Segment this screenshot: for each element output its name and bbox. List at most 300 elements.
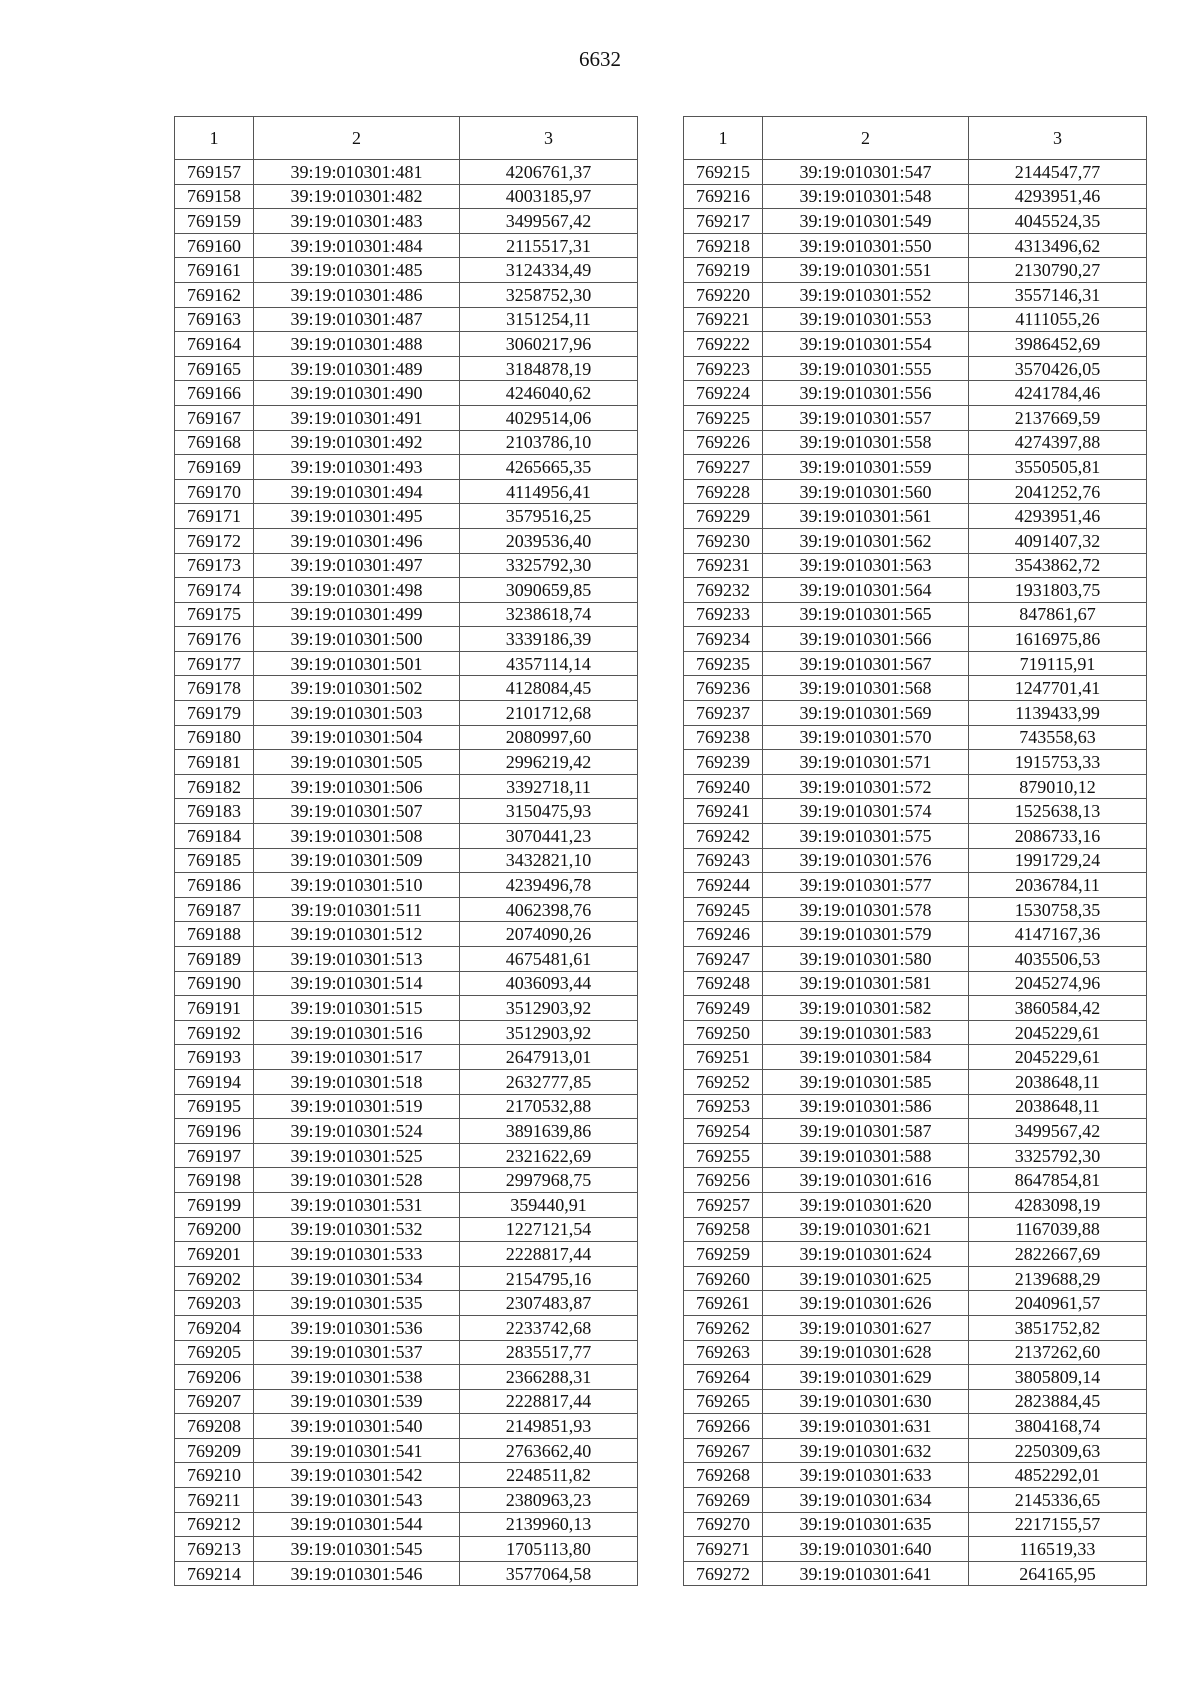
table-row: [684, 627, 1147, 652]
cadastral-number-cell: 39:19:010301:635: [763, 1512, 969, 1537]
row-number-cell: 769232: [684, 578, 763, 603]
row-number-cell: 769167: [175, 405, 254, 430]
value-cell: 4274397,88: [969, 430, 1147, 455]
value-cell: 4147167,36: [969, 922, 1147, 947]
value-cell: 1931803,75: [969, 578, 1147, 603]
table-row: [175, 799, 638, 824]
row-number-cell: 769257: [684, 1192, 763, 1217]
value-cell: 1525638,13: [969, 799, 1147, 824]
value-cell: 2101712,68: [460, 701, 638, 726]
table-row: [684, 381, 1147, 406]
row-number-cell: 769174: [175, 578, 254, 603]
table-row: [175, 356, 638, 381]
cadastral-number-cell: 39:19:010301:542: [254, 1463, 460, 1488]
row-number-cell: 769254: [684, 1119, 763, 1144]
row-number-cell: 769185: [175, 848, 254, 873]
cadastral-number-cell: 39:19:010301:501: [254, 651, 460, 676]
table-row: [175, 1045, 638, 1070]
value-cell: 1991729,24: [969, 848, 1147, 873]
cadastral-number-cell: 39:19:010301:567: [763, 651, 969, 676]
row-number-cell: 769215: [684, 160, 763, 185]
cadastral-number-cell: 39:19:010301:484: [254, 233, 460, 258]
row-number-cell: 769233: [684, 602, 763, 627]
value-cell: 3579516,25: [460, 504, 638, 529]
cadastral-number-cell: 39:19:010301:500: [254, 627, 460, 652]
table-row: [684, 676, 1147, 701]
row-number-cell: 769256: [684, 1168, 763, 1193]
value-cell: 4241784,46: [969, 381, 1147, 406]
cadastral-number-cell: 39:19:010301:545: [254, 1537, 460, 1562]
value-cell: 3891639,86: [460, 1119, 638, 1144]
row-number-cell: 769168: [175, 430, 254, 455]
table-row: [684, 479, 1147, 504]
row-number-cell: 769268: [684, 1463, 763, 1488]
row-number-cell: 769267: [684, 1438, 763, 1463]
row-number-cell: 769173: [175, 553, 254, 578]
value-cell: 2145336,65: [969, 1488, 1147, 1513]
table-row: [175, 1463, 638, 1488]
table-row: [684, 528, 1147, 553]
row-number-cell: 769193: [175, 1045, 254, 1070]
table-row: [684, 455, 1147, 480]
value-cell: 3570426,05: [969, 356, 1147, 381]
row-number-cell: 769200: [175, 1217, 254, 1242]
row-number-cell: 769192: [175, 1020, 254, 1045]
table-row: [684, 184, 1147, 209]
row-number-cell: 769234: [684, 627, 763, 652]
row-number-cell: 769202: [175, 1266, 254, 1291]
row-number-cell: 769240: [684, 774, 763, 799]
table-row: [175, 1315, 638, 1340]
table-row: [684, 602, 1147, 627]
row-number-cell: 769172: [175, 528, 254, 553]
cadastral-number-cell: 39:19:010301:561: [763, 504, 969, 529]
value-cell: 3499567,42: [969, 1119, 1147, 1144]
value-cell: 4283098,19: [969, 1192, 1147, 1217]
column-header-1: 1: [684, 117, 763, 160]
table-row: [684, 873, 1147, 898]
row-number-cell: 769194: [175, 1069, 254, 1094]
value-cell: 116519,33: [969, 1537, 1147, 1562]
table-row: [684, 1561, 1147, 1586]
table-row: [175, 1192, 638, 1217]
table-row: [684, 1537, 1147, 1562]
value-cell: 2154795,16: [460, 1266, 638, 1291]
row-number-cell: 769165: [175, 356, 254, 381]
row-number-cell: 769261: [684, 1291, 763, 1316]
value-cell: 3804168,74: [969, 1414, 1147, 1439]
value-cell: 2217155,57: [969, 1512, 1147, 1537]
cadastral-number-cell: 39:19:010301:483: [254, 209, 460, 234]
value-cell: 3499567,42: [460, 209, 638, 234]
row-number-cell: 769212: [175, 1512, 254, 1537]
value-cell: 4293951,46: [969, 184, 1147, 209]
cadastral-number-cell: 39:19:010301:629: [763, 1365, 969, 1390]
value-cell: 4206761,37: [460, 160, 638, 185]
value-cell: 3325792,30: [460, 553, 638, 578]
cadastral-number-cell: 39:19:010301:577: [763, 873, 969, 898]
table-row: [175, 479, 638, 504]
row-number-cell: 769196: [175, 1119, 254, 1144]
value-cell: 2137669,59: [969, 405, 1147, 430]
row-number-cell: 769245: [684, 897, 763, 922]
value-cell: 3070441,23: [460, 824, 638, 849]
cadastral-number-cell: 39:19:010301:503: [254, 701, 460, 726]
row-number-cell: 769255: [684, 1143, 763, 1168]
cadastral-number-cell: 39:19:010301:568: [763, 676, 969, 701]
value-cell: 3550505,81: [969, 455, 1147, 480]
row-number-cell: 769252: [684, 1069, 763, 1094]
value-cell: 743558,63: [969, 725, 1147, 750]
table-row: [175, 184, 638, 209]
cadastral-number-cell: 39:19:010301:620: [763, 1192, 969, 1217]
cadastral-number-cell: 39:19:010301:505: [254, 750, 460, 775]
row-number-cell: 769217: [684, 209, 763, 234]
row-number-cell: 769197: [175, 1143, 254, 1168]
cadastral-number-cell: 39:19:010301:575: [763, 824, 969, 849]
value-cell: 719115,91: [969, 651, 1147, 676]
value-cell: 4265665,35: [460, 455, 638, 480]
table-row: [175, 897, 638, 922]
cadastral-number-cell: 39:19:010301:481: [254, 160, 460, 185]
table-row: [684, 1414, 1147, 1439]
row-number-cell: 769163: [175, 307, 254, 332]
table-row: [175, 627, 638, 652]
value-cell: 359440,91: [460, 1192, 638, 1217]
table-row: [175, 1266, 638, 1291]
table-row: [684, 430, 1147, 455]
table-row: [175, 1217, 638, 1242]
row-number-cell: 769213: [175, 1537, 254, 1562]
row-number-cell: 769186: [175, 873, 254, 898]
row-number-cell: 769221: [684, 307, 763, 332]
cadastral-number-cell: 39:19:010301:491: [254, 405, 460, 430]
table-row: [684, 307, 1147, 332]
cadastral-number-cell: 39:19:010301:506: [254, 774, 460, 799]
table-row: [175, 258, 638, 283]
value-cell: 3860584,42: [969, 996, 1147, 1021]
table-row: [175, 824, 638, 849]
row-number-cell: 769162: [175, 282, 254, 307]
value-cell: 2321622,69: [460, 1143, 638, 1168]
cadastral-number-cell: 39:19:010301:534: [254, 1266, 460, 1291]
row-number-cell: 769218: [684, 233, 763, 258]
cadastral-number-cell: 39:19:010301:616: [763, 1168, 969, 1193]
cadastral-number-cell: 39:19:010301:539: [254, 1389, 460, 1414]
row-number-cell: 769237: [684, 701, 763, 726]
table-row: [684, 725, 1147, 750]
value-cell: 2086733,16: [969, 824, 1147, 849]
row-number-cell: 769171: [175, 504, 254, 529]
row-number-cell: 769259: [684, 1242, 763, 1267]
value-cell: 3150475,93: [460, 799, 638, 824]
value-cell: 4675481,61: [460, 947, 638, 972]
row-number-cell: 769198: [175, 1168, 254, 1193]
table-row: [175, 209, 638, 234]
cadastral-number-cell: 39:19:010301:553: [763, 307, 969, 332]
table-row: [175, 1069, 638, 1094]
cadastral-number-cell: 39:19:010301:537: [254, 1340, 460, 1365]
table-row: [175, 1512, 638, 1537]
value-cell: 3851752,82: [969, 1315, 1147, 1340]
value-cell: 2115517,31: [460, 233, 638, 258]
value-cell: 3151254,11: [460, 307, 638, 332]
value-cell: 2228817,44: [460, 1242, 638, 1267]
row-number-cell: 769238: [684, 725, 763, 750]
cadastral-number-cell: 39:19:010301:621: [763, 1217, 969, 1242]
table-row: [684, 1389, 1147, 1414]
table-row: [175, 1537, 638, 1562]
cadastral-number-cell: 39:19:010301:562: [763, 528, 969, 553]
row-number-cell: 769166: [175, 381, 254, 406]
cadastral-number-cell: 39:19:010301:488: [254, 332, 460, 357]
cadastral-number-cell: 39:19:010301:580: [763, 947, 969, 972]
table-row: [175, 1414, 638, 1439]
row-number-cell: 769207: [175, 1389, 254, 1414]
value-cell: 2632777,85: [460, 1069, 638, 1094]
row-number-cell: 769258: [684, 1217, 763, 1242]
cadastral-number-cell: 39:19:010301:630: [763, 1389, 969, 1414]
cadastral-number-cell: 39:19:010301:498: [254, 578, 460, 603]
cadastral-number-cell: 39:19:010301:512: [254, 922, 460, 947]
table-row: [175, 750, 638, 775]
value-cell: 3805809,14: [969, 1365, 1147, 1390]
cadastral-number-cell: 39:19:010301:628: [763, 1340, 969, 1365]
value-cell: 1227121,54: [460, 1217, 638, 1242]
value-cell: 3060217,96: [460, 332, 638, 357]
cadastral-number-cell: 39:19:010301:585: [763, 1069, 969, 1094]
value-cell: 4036093,44: [460, 971, 638, 996]
table-row: [684, 504, 1147, 529]
table-row: [175, 701, 638, 726]
table-row: [684, 1291, 1147, 1316]
value-cell: 2307483,87: [460, 1291, 638, 1316]
cadastral-number-cell: 39:19:010301:509: [254, 848, 460, 873]
value-cell: 4313496,62: [969, 233, 1147, 258]
cadastral-number-cell: 39:19:010301:525: [254, 1143, 460, 1168]
value-cell: 4246040,62: [460, 381, 638, 406]
value-cell: 4114956,41: [460, 479, 638, 504]
table-row: [684, 1119, 1147, 1144]
value-cell: 2763662,40: [460, 1438, 638, 1463]
table-row: [175, 578, 638, 603]
value-cell: 2144547,77: [969, 160, 1147, 185]
row-number-cell: 769243: [684, 848, 763, 873]
row-number-cell: 769208: [175, 1414, 254, 1439]
table-row: [684, 553, 1147, 578]
row-number-cell: 769161: [175, 258, 254, 283]
value-cell: 4293951,46: [969, 504, 1147, 529]
value-cell: 2074090,26: [460, 922, 638, 947]
cadastral-number-cell: 39:19:010301:584: [763, 1045, 969, 1070]
table-row: [175, 1389, 638, 1414]
table-row: [684, 1020, 1147, 1045]
table-row: [684, 922, 1147, 947]
table-row: [684, 799, 1147, 824]
cadastral-number-cell: 39:19:010301:513: [254, 947, 460, 972]
table-row: [684, 1094, 1147, 1119]
row-number-cell: 769262: [684, 1315, 763, 1340]
value-cell: 2149851,93: [460, 1414, 638, 1439]
cadastral-number-cell: 39:19:010301:640: [763, 1537, 969, 1562]
table-row: [175, 307, 638, 332]
cadastral-number-cell: 39:19:010301:546: [254, 1561, 460, 1586]
row-number-cell: 769158: [175, 184, 254, 209]
value-cell: 4357114,14: [460, 651, 638, 676]
table-row: [684, 947, 1147, 972]
cadastral-number-cell: 39:19:010301:555: [763, 356, 969, 381]
row-number-cell: 769246: [684, 922, 763, 947]
row-number-cell: 769229: [684, 504, 763, 529]
value-cell: 4091407,32: [969, 528, 1147, 553]
row-number-cell: 769209: [175, 1438, 254, 1463]
cadastral-number-cell: 39:19:010301:563: [763, 553, 969, 578]
value-cell: 2647913,01: [460, 1045, 638, 1070]
table-row: [684, 1168, 1147, 1193]
cadastral-number-cell: 39:19:010301:497: [254, 553, 460, 578]
cadastral-number-cell: 39:19:010301:587: [763, 1119, 969, 1144]
value-cell: 3986452,69: [969, 332, 1147, 357]
cadastral-number-cell: 39:19:010301:516: [254, 1020, 460, 1045]
table-row: [684, 897, 1147, 922]
table-row: [684, 1069, 1147, 1094]
cadastral-number-cell: 39:19:010301:536: [254, 1315, 460, 1340]
table-row: [175, 922, 638, 947]
value-cell: 2233742,68: [460, 1315, 638, 1340]
cadastral-number-cell: 39:19:010301:489: [254, 356, 460, 381]
cadastral-number-cell: 39:19:010301:579: [763, 922, 969, 947]
table-row: [175, 282, 638, 307]
row-number-cell: 769226: [684, 430, 763, 455]
table-row: [684, 848, 1147, 873]
row-number-cell: 769187: [175, 897, 254, 922]
cadastral-number-cell: 39:19:010301:624: [763, 1242, 969, 1267]
row-number-cell: 769178: [175, 676, 254, 701]
cadastral-number-cell: 39:19:010301:547: [763, 160, 969, 185]
table-row: [175, 947, 638, 972]
row-number-cell: 769249: [684, 996, 763, 1021]
table-row: [175, 504, 638, 529]
table-row: [684, 1217, 1147, 1242]
table-row: [175, 1365, 638, 1390]
value-cell: 2039536,40: [460, 528, 638, 553]
table-row: [175, 1561, 638, 1586]
table-row: [684, 996, 1147, 1021]
table-row: [684, 356, 1147, 381]
cadastral-number-cell: 39:19:010301:559: [763, 455, 969, 480]
row-number-cell: 769175: [175, 602, 254, 627]
row-number-cell: 769271: [684, 1537, 763, 1562]
value-cell: 3392718,11: [460, 774, 638, 799]
cadastral-number-cell: 39:19:010301:565: [763, 602, 969, 627]
row-number-cell: 769242: [684, 824, 763, 849]
value-cell: 2380963,23: [460, 1488, 638, 1513]
cadastral-number-cell: 39:19:010301:566: [763, 627, 969, 652]
table-row: [175, 1291, 638, 1316]
row-number-cell: 769169: [175, 455, 254, 480]
value-cell: 879010,12: [969, 774, 1147, 799]
row-number-cell: 769250: [684, 1020, 763, 1045]
cadastral-number-cell: 39:19:010301:554: [763, 332, 969, 357]
row-number-cell: 769220: [684, 282, 763, 307]
row-number-cell: 769260: [684, 1266, 763, 1291]
value-cell: 3512903,92: [460, 996, 638, 1021]
cadastral-number-cell: 39:19:010301:487: [254, 307, 460, 332]
table-row: [684, 1463, 1147, 1488]
cadastral-number-cell: 39:19:010301:543: [254, 1488, 460, 1513]
table-row: [684, 1045, 1147, 1070]
header-row: [175, 117, 638, 160]
cadastral-number-cell: 39:19:010301:494: [254, 479, 460, 504]
table-row: [684, 1512, 1147, 1537]
row-number-cell: 769179: [175, 701, 254, 726]
cadastral-number-cell: 39:19:010301:524: [254, 1119, 460, 1144]
table-row: [175, 873, 638, 898]
cadastral-number-cell: 39:19:010301:558: [763, 430, 969, 455]
row-number-cell: 769199: [175, 1192, 254, 1217]
cadastral-number-cell: 39:19:010301:499: [254, 602, 460, 627]
table-row: [684, 1365, 1147, 1390]
row-number-cell: 769205: [175, 1340, 254, 1365]
cadastral-number-cell: 39:19:010301:544: [254, 1512, 460, 1537]
cadastral-number-cell: 39:19:010301:541: [254, 1438, 460, 1463]
table-row: [684, 160, 1147, 185]
row-number-cell: 769177: [175, 651, 254, 676]
table-row: [175, 1143, 638, 1168]
row-number-cell: 769188: [175, 922, 254, 947]
column-header-2: 2: [763, 117, 969, 160]
table-row: [175, 430, 638, 455]
value-cell: 3512903,92: [460, 1020, 638, 1045]
table-row: [684, 233, 1147, 258]
value-cell: 1616975,86: [969, 627, 1147, 652]
cadastral-number-cell: 39:19:010301:519: [254, 1094, 460, 1119]
table-row: [684, 1488, 1147, 1513]
row-number-cell: 769222: [684, 332, 763, 357]
header-row: [684, 117, 1147, 160]
row-number-cell: 769241: [684, 799, 763, 824]
cadastral-number-cell: 39:19:010301:492: [254, 430, 460, 455]
table-row: [175, 1340, 638, 1365]
cadastral-number-cell: 39:19:010301:581: [763, 971, 969, 996]
value-cell: 1705113,80: [460, 1537, 638, 1562]
value-cell: 1530758,35: [969, 897, 1147, 922]
cadastral-number-cell: 39:19:010301:570: [763, 725, 969, 750]
table-row: [175, 1438, 638, 1463]
row-number-cell: 769191: [175, 996, 254, 1021]
value-cell: 2823884,45: [969, 1389, 1147, 1414]
table-row: [175, 848, 638, 873]
cadastral-number-cell: 39:19:010301:548: [763, 184, 969, 209]
value-cell: 2045274,96: [969, 971, 1147, 996]
cadastral-number-cell: 39:19:010301:631: [763, 1414, 969, 1439]
value-cell: 2996219,42: [460, 750, 638, 775]
table-row: [175, 381, 638, 406]
table-row: [684, 282, 1147, 307]
row-number-cell: 769223: [684, 356, 763, 381]
table-row: [684, 1340, 1147, 1365]
value-cell: 1247701,41: [969, 676, 1147, 701]
value-cell: 4239496,78: [460, 873, 638, 898]
cadastral-number-cell: 39:19:010301:486: [254, 282, 460, 307]
value-cell: 3577064,58: [460, 1561, 638, 1586]
table-row: [684, 1438, 1147, 1463]
value-cell: 1139433,99: [969, 701, 1147, 726]
row-number-cell: 769227: [684, 455, 763, 480]
cadastral-number-cell: 39:19:010301:493: [254, 455, 460, 480]
cadastral-number-cell: 39:19:010301:528: [254, 1168, 460, 1193]
cadastral-number-cell: 39:19:010301:485: [254, 258, 460, 283]
